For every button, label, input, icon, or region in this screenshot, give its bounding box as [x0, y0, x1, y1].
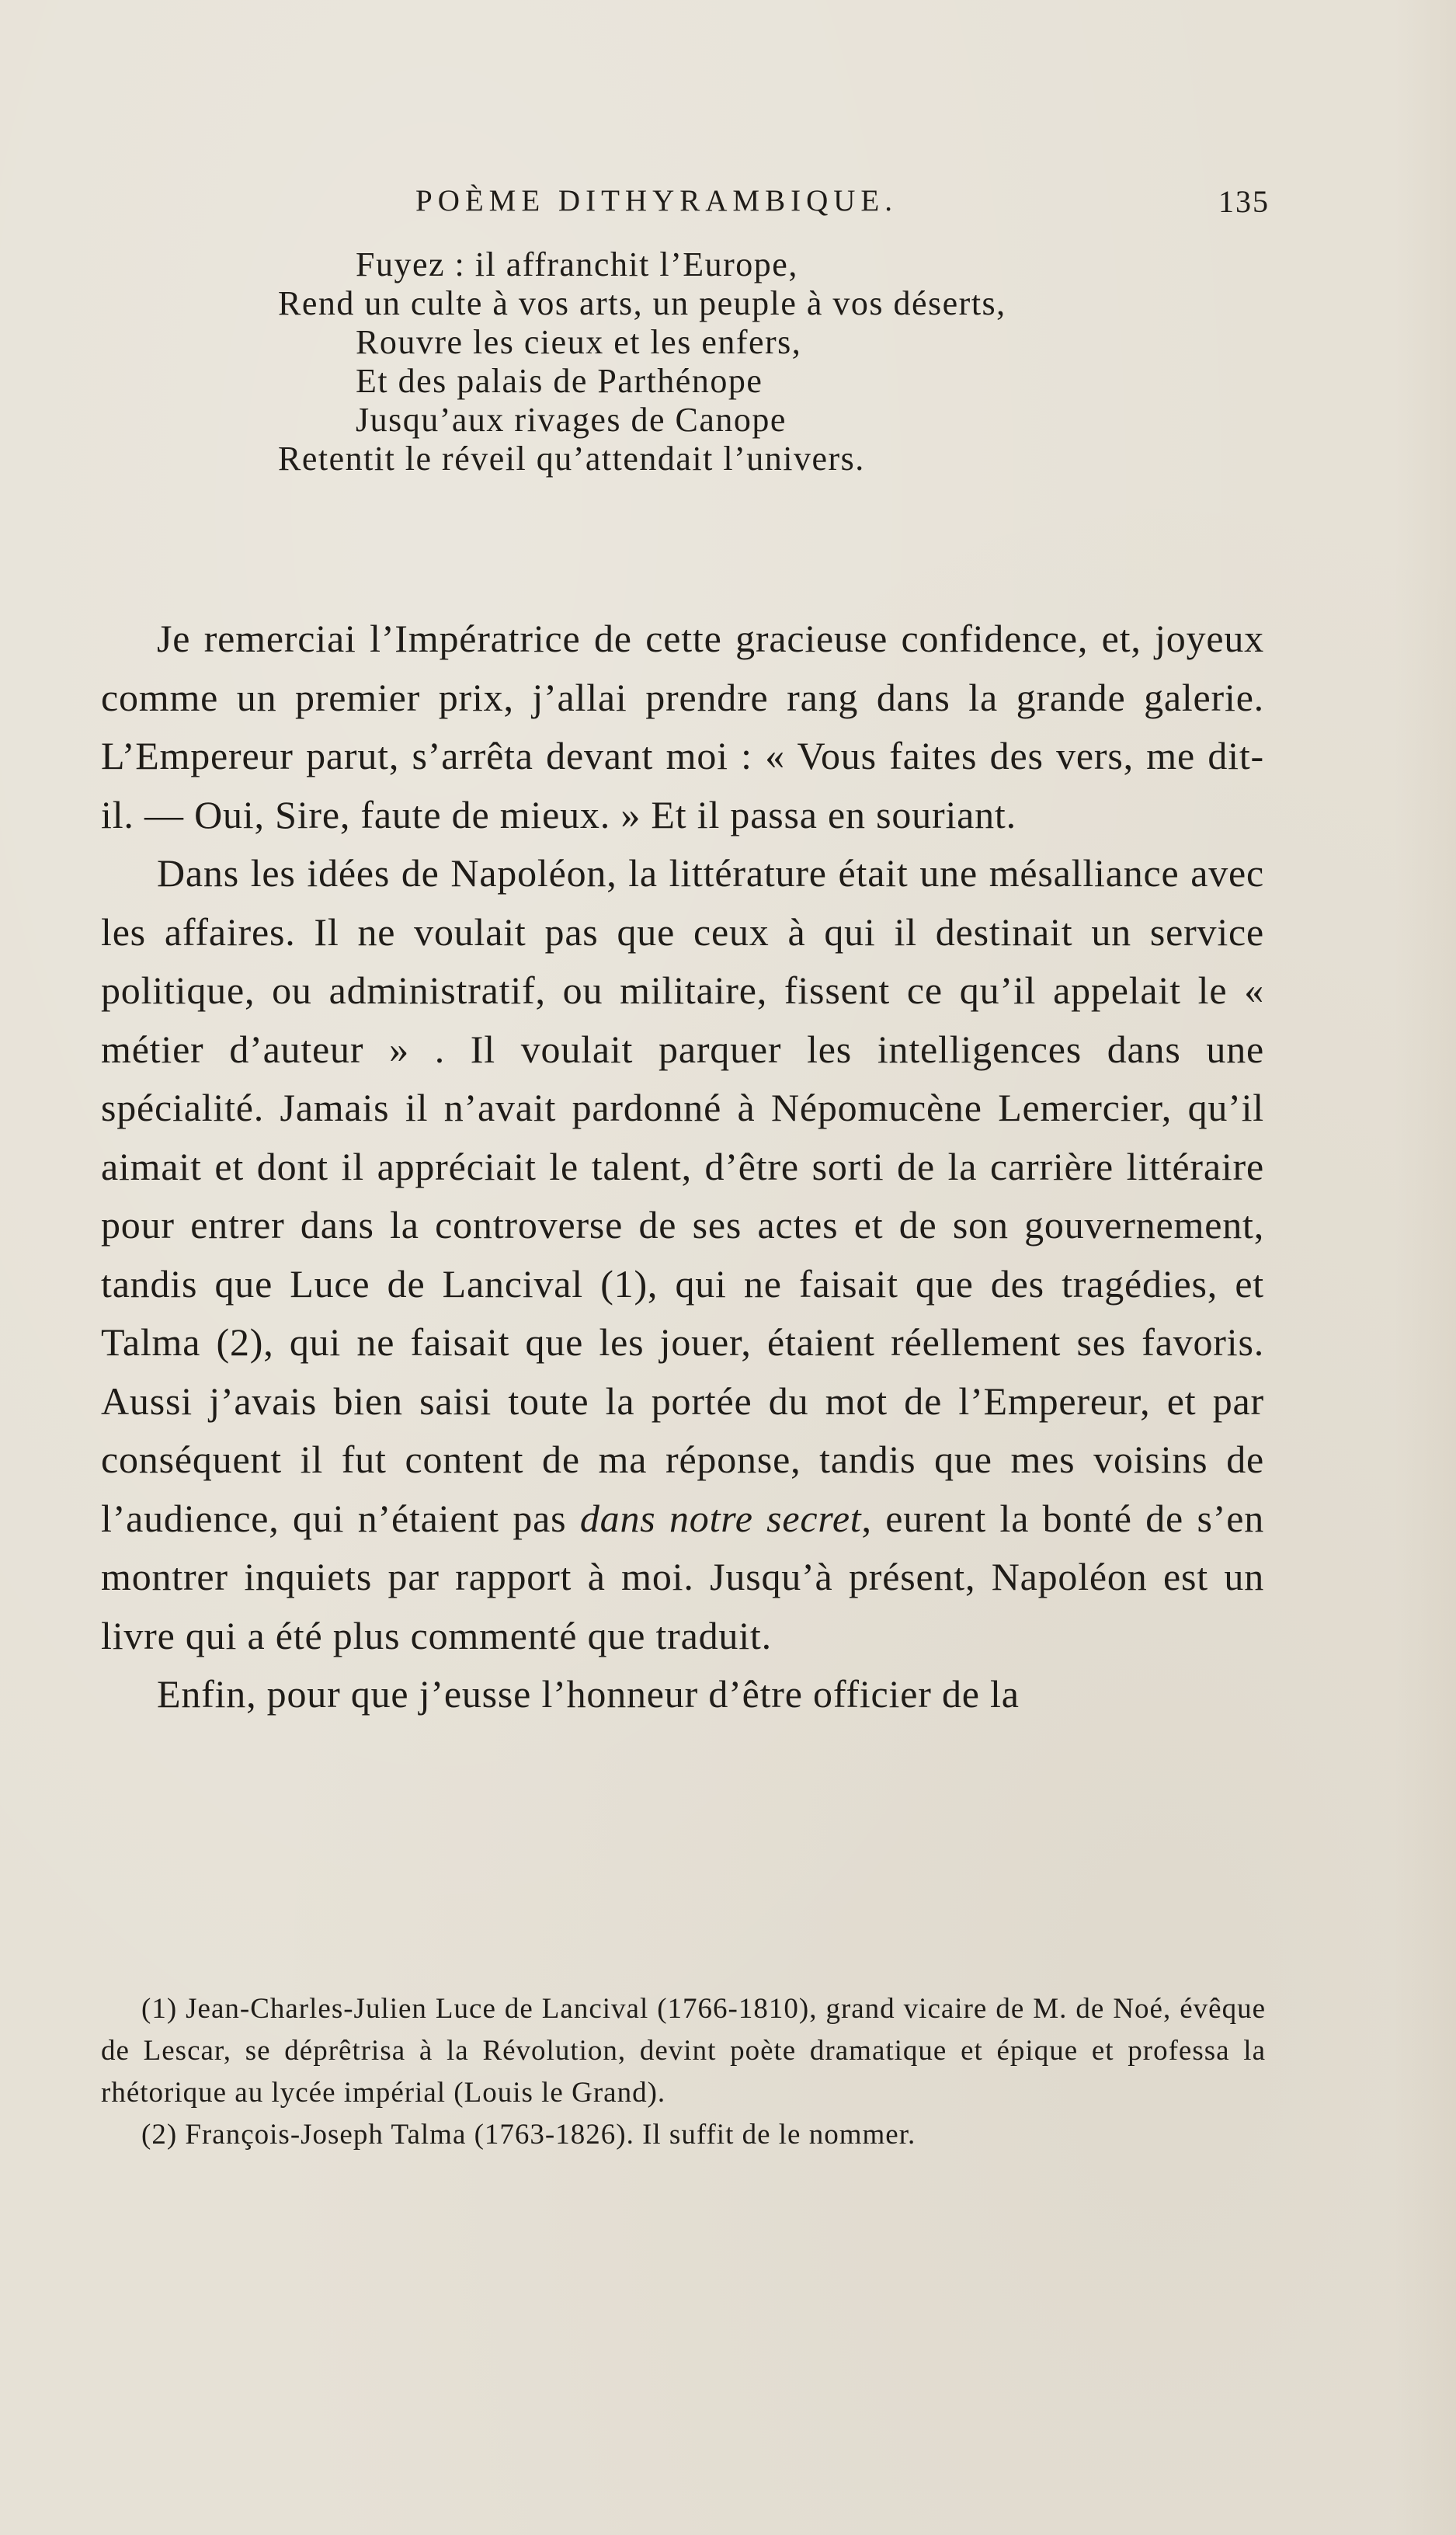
footnotes	[101, 1988, 1266, 2156]
verse-line: Rend un culte à vos arts, un peuple à vos déserts,	[278, 284, 1006, 322]
verse-line: Et des palais de Parthénope	[356, 362, 763, 400]
verse-line: Jusqu’aux rivages de Canope	[356, 401, 787, 439]
verse-line: Rouvre les cieux et les enfers,	[356, 323, 802, 361]
verse-line: Fuyez : il affranchit l’Europe,	[356, 245, 798, 283]
page-number: 135	[1218, 184, 1270, 219]
footnote: (1) Jean-Charles-Julien Luce de Lancival (1766-1810), grand vicaire de M. de Noé, évêque de Lescar, se déprêtrisa à la Révolution, devint poète dramatique et épique et professa la rhétorique au lycée impérial (Louis le Grand).	[101, 1993, 1266, 2109]
page-edge-shadow	[1394, 0, 1456, 2535]
running-title: POÈME DITHYRAMBIQUE.	[415, 184, 898, 217]
paragraph	[101, 844, 1264, 1665]
paragraph-text: Dans les idées de Napoléon, la littérature était une mésalliance avec les affaires. Il ne voulait pas que ceux à qui il destinait un service politique, ou administratif, ou militaire, fissent ce qu’il appelait le « métier d’auteur » . Il voulait parquer les intelligences dans une spécialité. Jamais il n’avait pardonné à Népomucène Lemercier, qu’il aimait et dont il appréciait le talent, d’être sorti de la carrière littéraire pour entrer dans la controverse de ses actes et de son gouvernement, tandis que Luce de Lancival (1), qui ne faisait que des tragédies, et Talma (2), qui ne faisait que les jouer, étaient réellement ses favoris. Aussi j’avais bien saisi toute la portée du mot de l’Empereur, et par conséquent il fut content de ma réponse, tandis que mes voisins de l’audience, qui n’étaient pas	[101, 851, 1264, 1540]
paragraph: Je remerciai l’Impératrice de cette gracieuse confidence, et, joyeux comme un premier prix, j’allai prendre rang dans la grande galerie. L’Empereur parut, s’arrêta devant moi : « Vous faites des vers, me dit-il. — Oui, Sire, faute de mieux. » Et il passa en souriant.	[101, 617, 1264, 836]
italic-phrase: dans notre secret	[579, 1496, 862, 1540]
footnote: (2) François-Joseph Talma (1763-1826). Il suffit de le nommer.	[141, 2119, 916, 2151]
body-text	[101, 610, 1264, 1724]
page-header	[101, 183, 1270, 230]
paragraph: Enfin, pour que j’eusse l’honneur d’être officier de la	[157, 1672, 1020, 1716]
verse-stanza	[278, 245, 1287, 478]
paragraph-text: , eurent la bonté de s’en montrer inquiets par rapport à moi. Jusqu’à présent, Napoléon est un livre qui a été plus commenté que traduit.	[101, 1496, 1264, 1657]
verse-line: Retentit le réveil qu’attendait l’univers.	[278, 440, 865, 478]
